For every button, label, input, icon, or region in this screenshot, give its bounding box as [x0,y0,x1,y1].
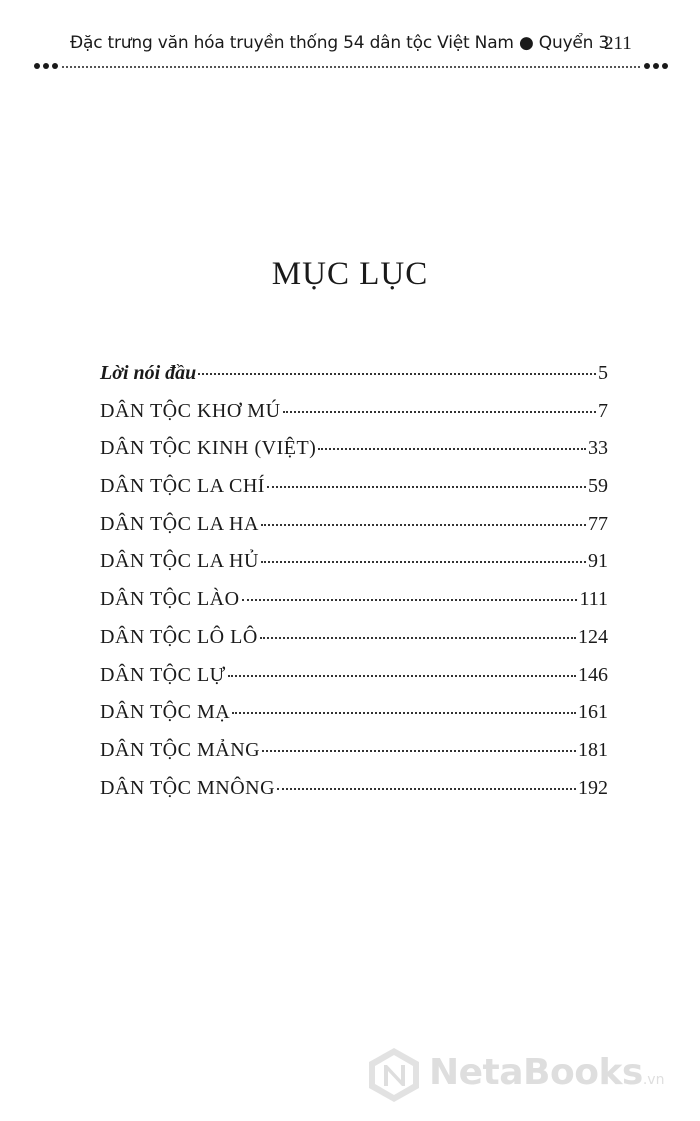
toc-entry [100,588,608,626]
toc-entry-title: DÂN TỘC LA HỦ [100,550,259,573]
toc-dot-leader [261,524,586,526]
toc-dot-leader [198,373,596,375]
toc-entry-page: 59 [588,475,608,498]
toc-entry [100,362,608,400]
toc-entry [100,701,608,739]
toc-entry-title: DÂN TỘC MẠ [100,701,231,724]
toc-entry-page: 91 [588,550,608,573]
watermark-tld: .vn [642,1072,665,1088]
toc-entry-page: 192 [578,776,608,799]
toc-entry-title: DÂN TỘC LÔ LÔ [100,625,258,648]
header-rule [34,63,668,71]
toc-dot-leader [283,411,596,413]
toc-entry-page: 33 [588,437,608,460]
toc-dot-leader [228,675,576,677]
toc-entry-page: 5 [598,362,608,384]
toc-entry [100,664,608,702]
toc-entry-title: DÂN TỘC LA CHÍ [100,475,265,498]
toc-dot-leader [232,712,576,714]
toc-dot-leader [260,637,576,639]
toc-dot-leader [242,599,578,601]
toc-dot-leader [262,750,576,752]
rule-dots-right [644,63,668,69]
running-header [0,0,700,80]
toc-entry [100,475,608,513]
netabooks-logo-icon [365,1046,423,1104]
toc-entry [100,400,608,438]
toc-entry-page: 146 [578,663,608,686]
toc-entry-title: DÂN TỘC KHƠ MÚ [100,399,281,422]
ornament-dot [653,63,659,69]
dotted-rule-line [62,66,640,68]
toc-entry-title: DÂN TỘC LÀO [100,588,240,611]
watermark-brand [429,1052,664,1093]
toc-entry-title: DÂN TỘC MNÔNG [100,776,276,799]
toc-entry-page: 111 [579,588,608,611]
ornament-dot [34,63,40,69]
toc-list [100,362,608,814]
toc-entry [100,437,608,475]
running-title: Đặc trưng văn hóa truyền thống 54 dân tộc Việt Nam ● Quyển 3 [70,33,610,53]
toc-entry-title: DÂN TỘC LỰ [100,663,226,686]
toc-entry-page: 124 [578,625,608,648]
toc-dot-leader [261,561,586,563]
toc-entry-title: DÂN TỘC LA HA [100,512,259,535]
watermark [365,1046,695,1106]
ornament-dot [644,63,650,69]
ornament-dot [52,63,58,69]
toc-entry-page: 77 [588,512,608,535]
toc-entry [100,777,608,815]
toc-entry-title: DÂN TỘC MẢNG [100,738,261,761]
toc-entry [100,739,608,777]
page-number: 211 [604,33,632,54]
toc-entry-page: 181 [578,738,608,761]
ornament-dot [43,63,49,69]
ornament-dot [662,63,668,69]
toc-entry-page: 161 [578,701,608,724]
toc-dot-leader [277,788,576,790]
toc-entry [100,550,608,588]
toc-entry [100,513,608,551]
watermark-brand-name: NetaBooks [429,1052,643,1093]
toc-entry-page: 7 [598,399,608,422]
toc-dot-leader [318,448,586,450]
rule-dots-left [34,63,58,69]
toc-entry-title: Lời nói đầu [100,362,197,384]
toc-entry [100,626,608,664]
toc-entry-title: DÂN TỘC KINH (VIỆT) [100,437,317,460]
toc-heading: MỤC LỤC [271,256,429,292]
toc-dot-leader [267,486,586,488]
